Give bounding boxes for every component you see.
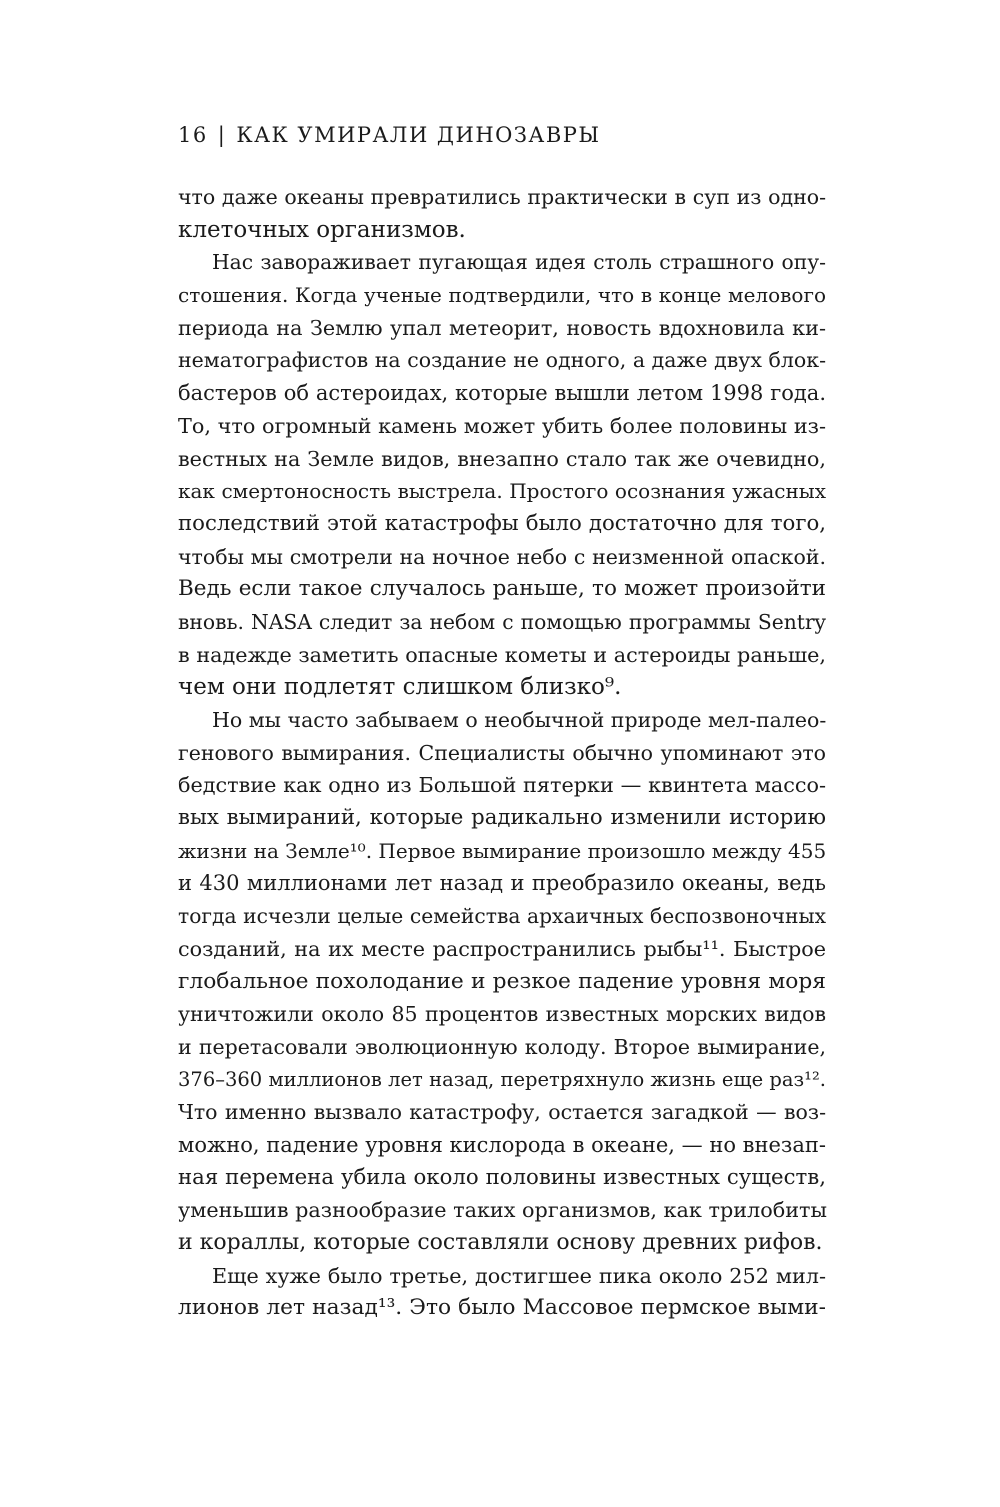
page-number: 16 — [178, 123, 208, 147]
text-line: как смертоносность выстрела. Простого осознания ужасных — [178, 479, 826, 504]
text-line: глобальное похолодание и резкое падение уровня моря — [178, 968, 826, 994]
text-line: нематографистов на создание не одного, а даже двух блок- — [178, 348, 826, 373]
text-line: уничтожили около 85 процентов известных морских видов — [178, 1002, 826, 1027]
text-line: Нас завораживает пугающая идея столь страшного опу- — [212, 250, 826, 275]
text-line: Что именно вызвало катастрофу, остается загадкой — воз- — [178, 1100, 826, 1125]
text-line: тогда исчезли целые семейства архаичных беспозвоночных — [178, 904, 826, 929]
text-line: бедствие как одно из Большой пятерки — квинтета массо- — [178, 773, 826, 798]
text-line: что даже океаны превратились практически в суп из одно- — [178, 185, 826, 209]
text-line: Еще хуже было третье, достигшее пика около 252 мил- — [212, 1263, 826, 1288]
text-line: уменьшив разнообразие таких организмов, как трилобиты — [178, 1198, 828, 1223]
text-line: созданий, на их месте распространились рыбы¹¹. Быстрое — [178, 936, 826, 961]
text-line: Но мы часто забываем о необычной природе мел-палео- — [212, 708, 827, 732]
text-line: жизни на Земле¹⁰. Первое вымирание произошло между 455 — [178, 838, 827, 863]
text-line: бастеров об астероидах, которые вышли летом 1998 года. — [178, 381, 826, 406]
text-line: в надежде заметить опасные кометы и астероиды раньше, — [178, 642, 826, 667]
header-separator: | — [217, 123, 227, 147]
text-line: Ведь если такое случалось раньше, то может произойти — [178, 576, 826, 602]
text-line: клеточных организмов. — [178, 216, 466, 243]
text-line: чем они подлетят слишком близко⁹. — [178, 674, 622, 701]
body-text — [178, 181, 826, 1325]
text-line: лионов лет назад¹³. Это было Массовое пермское выми- — [178, 1295, 826, 1321]
text-line: ная перемена убила около половины известных существ, — [178, 1164, 826, 1190]
text-line: и перетасовали эволюционную колоду. Второе вымирание, — [178, 1034, 826, 1059]
running-head — [178, 120, 601, 150]
text-line: и 430 миллионами лет назад и преобразило океаны, ведь — [178, 871, 826, 896]
text-line: можно, падение уровня кислорода в океане, — но внезап- — [178, 1132, 826, 1157]
book-title: КАК УМИРАЛИ ДИНОЗАВРЫ — [236, 123, 601, 147]
text-line: вых вымираний, которые радикально изменили историю — [178, 805, 826, 831]
text-line: периода на Землю упал метеорит, новость вдохновила ки- — [178, 315, 826, 340]
text-line: генового вымирания. Специалисты обычно упоминают это — [178, 740, 826, 765]
text-line: и кораллы, которые составляли основу древних рифов. — [178, 1230, 823, 1255]
text-line: последствий этой катастрофы было достаточно для того, — [178, 510, 826, 536]
text-line: 376–360 миллионов лет назад, перетряхнуло жизнь еще раз¹². — [178, 1067, 826, 1091]
text-line: чтобы мы смотрели на ночное небо с неизменной опаской. — [178, 544, 826, 569]
text-line: вестных на Земле видов, внезапно стало так же очевидно, — [178, 446, 826, 471]
text-line: То, что огромный камень может убить более половины из- — [178, 413, 826, 438]
text-line: стошения. Когда ученые подтвердили, что в конце мелового — [178, 283, 826, 308]
text-line: вновь. NASA следит за небом с помощью программы Sentry — [178, 609, 826, 634]
